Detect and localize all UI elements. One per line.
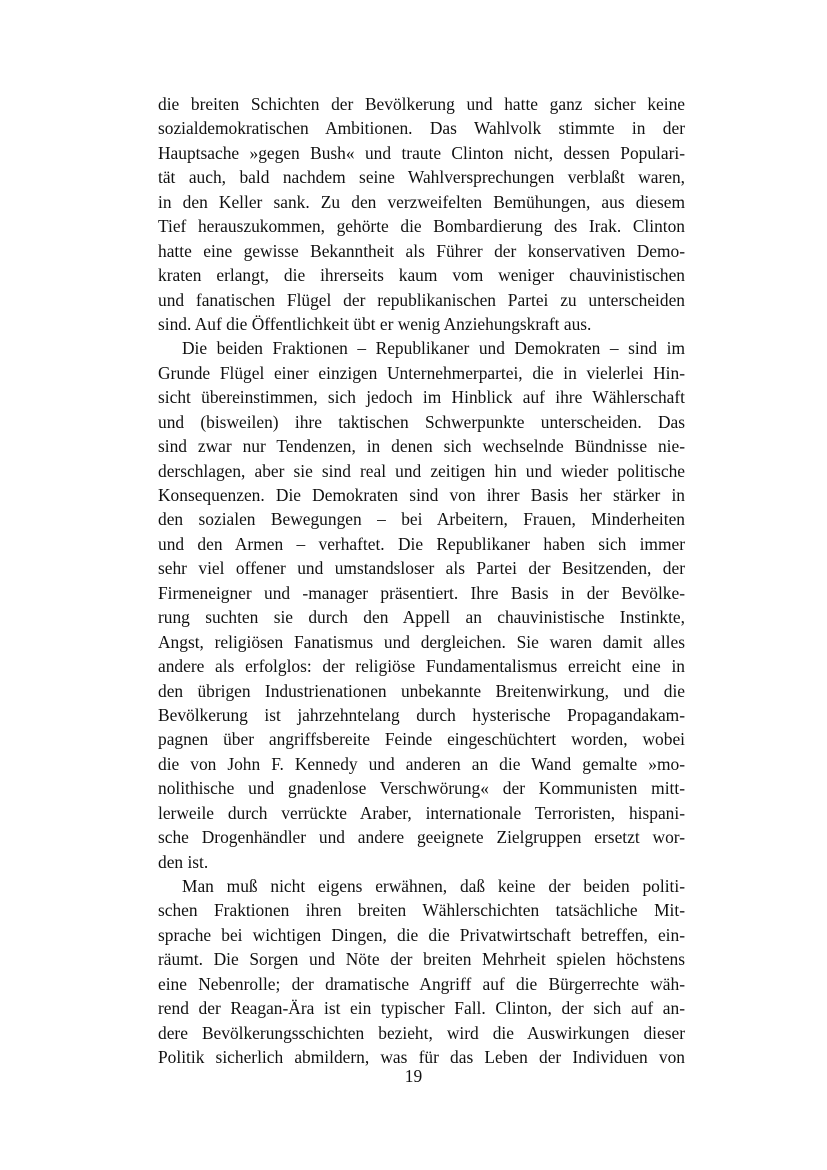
text-line: den ist.	[158, 851, 209, 872]
text-line: Grunde Flügel einer einzigen Unternehmerpartei, die in vielerlei Hin-	[158, 362, 685, 383]
paragraph	[158, 336, 685, 874]
text-line: Konsequenzen. Die Demokraten sind von ihrer Basis her stärker in	[158, 485, 685, 505]
text-line: eine Nebenrolle; der dramatische Angriff auf die Bürgerrechte wäh-	[158, 973, 685, 994]
text-line: den sozialen Bewegungen – bei Arbeitern, Frauen, Minderheiten	[158, 509, 685, 530]
text-line: in den Keller sank. Zu den verzweifelten Bemühungen, aus diesem	[158, 191, 685, 212]
text-line: sche Drogenhändler und andere geeignete Zielgruppen ersetzt wor-	[158, 827, 685, 848]
text-line: pagnen über angriffsbereite Feinde eingeschüchtert worden, wobei	[158, 729, 685, 750]
text-line: sprache bei wichtigen Dingen, die die Privatwirtschaft betreffen, ein-	[158, 924, 685, 945]
text-line: Die beiden Fraktionen – Republikaner und Demokraten – sind im	[182, 338, 685, 359]
text-line: dere Bevölkerungsschichten bezieht, wird die Auswirkungen dieser	[158, 1022, 685, 1043]
text-line: Firmeneigner und -manager präsentiert. Ihre Basis in der Bevölke-	[158, 582, 685, 603]
text-line: und (bisweilen) ihre taktischen Schwerpunkte unterscheiden. Das	[158, 411, 685, 432]
text-line: Hauptsache »gegen Bush« und traute Clinton nicht, dessen Populari-	[158, 142, 685, 163]
text-line: und fanatischen Flügel der republikanischen Partei zu unterscheiden	[158, 289, 685, 310]
text-line: die von John F. Kennedy und anderen an die Wand gemalte »mo-	[158, 753, 685, 774]
text-line: den übrigen Industrienationen unbekannte Breitenwirkung, und die	[158, 680, 685, 701]
page-number: 19	[404, 1066, 423, 1086]
text-line: kraten erlangt, die ihrerseits kaum vom weniger chauvinistischen	[158, 265, 685, 286]
text-line: sind zwar nur Tendenzen, in denen sich wechselnde Bündnisse nie-	[158, 436, 685, 457]
text-line: rend der Reagan-Ära ist ein typischer Fall. Clinton, der sich auf an-	[158, 998, 685, 1019]
text-line: sicht übereinstimmen, sich jedoch im Hinblick auf ihre Wählerschaft	[158, 387, 685, 408]
text-line: derschlagen, aber sie sind real und zeitigen hin und wieder politische	[158, 460, 685, 481]
text-line: räumt. Die Sorgen und Nöte der breiten Mehrheit spielen höchstens	[158, 949, 685, 970]
text-line: sehr viel offener und umstandsloser als Partei der Besitzenden, der	[158, 558, 685, 579]
text-line: lerweile durch verrückte Araber, internationale Terroristen, hispani-	[158, 802, 685, 823]
text-line: andere als erfolglos: der religiöse Fundamentalismus erreicht eine in	[158, 656, 685, 677]
text-line: Tief herauszukommen, gehörte die Bombardierung des Irak. Clinton	[158, 216, 685, 237]
text-line: rung suchten sie durch den Appell an chauvinistische Instinkte,	[158, 607, 685, 628]
text-line: nolithische und gnadenlose Verschwörung« der Kommunisten mitt-	[158, 778, 685, 799]
text-line: die breiten Schichten der Bevölkerung und hatte ganz sicher keine	[158, 94, 685, 114]
text-line: tät auch, bald nachdem seine Wahlversprechungen verblaßt waren,	[158, 167, 685, 188]
text-line: Bevölkerung ist jahrzehntelang durch hysterische Propagandakam-	[158, 704, 685, 725]
paragraph	[158, 874, 685, 1070]
text-line: Politik sicherlich abmildern, was für das Leben der Individuen von	[158, 1047, 685, 1068]
text-line: schen Fraktionen ihren breiten Wählerschichten tatsächliche Mit-	[158, 900, 685, 921]
text-line: hatte eine gewisse Bekanntheit als Führer der konservativen Demo-	[158, 240, 685, 261]
text-line: sozialdemokratischen Ambitionen. Das Wahlvolk stimmte in der	[158, 118, 685, 139]
body-text	[158, 92, 685, 1070]
text-line: sind. Auf die Öffentlichkeit übt er wenig Anziehungskraft aus.	[158, 313, 592, 334]
text-line: und den Armen – verhaftet. Die Republikaner haben sich immer	[158, 533, 685, 554]
text-line: Angst, religiösen Fanatismus und dergleichen. Sie waren damit alles	[158, 631, 685, 652]
paragraph	[158, 92, 685, 336]
text-line: Man muß nicht eigens erwähnen, daß keine der beiden politi-	[182, 876, 685, 896]
